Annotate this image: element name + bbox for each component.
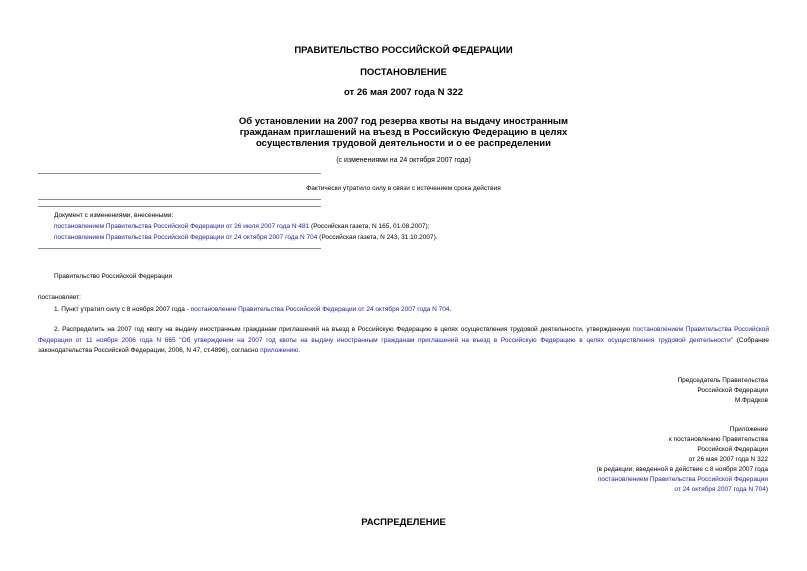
paragraph-2-text: 2. Распределить на 2007 год квоту на выдачу иностранным гражданам приглашений на въезд в Российскую Федерацию в целях осуществления трудовой деятельности, утвержденную <box>54 326 633 333</box>
amendment-note: (с изменениями на 24 октября 2007 года) <box>336 157 471 164</box>
signature-org: Российской Федерации <box>697 387 768 394</box>
change-item <box>54 234 438 241</box>
government-heading: ПРАВИТЕЛЬСТВО РОССИЙСКОЙ ФЕДЕРАЦИИ <box>294 45 513 56</box>
appendix-link[interactable]: постановлением Правительства Российской Федерации <box>597 476 768 483</box>
signature-name: М.Фрадков <box>734 397 768 404</box>
changes-intro: Документ с изменениями, внесенными: <box>54 212 174 219</box>
paragraph-2-link-appendix[interactable]: приложению <box>260 347 299 354</box>
paragraph-1-end: . <box>449 306 452 313</box>
decrees: постановляет: <box>38 294 81 301</box>
divider <box>38 206 321 207</box>
appendix-link-line <box>674 486 768 493</box>
paragraph-1-text: 1. Пункт утратил силу с 8 ноября 2007 года - <box>54 306 191 313</box>
signature-title: Председатель Правительства <box>677 377 768 384</box>
document-title-line-2: гражданам приглашений на въезд в Российскую Федерацию в целях <box>239 127 568 138</box>
author: Правительство Российской Федерации <box>54 273 173 280</box>
appendix-line: от 26 мая 2007 года N 322 <box>688 456 768 463</box>
change-source: (Российская газета, N 243, 31.10.2007). <box>317 234 438 241</box>
document-type: ПОСТАНОВЛЕНИЕ <box>360 67 447 78</box>
paragraph-1-link[interactable]: постановление Правительства Российской Федерации от 24 октября 2007 года N 704 <box>190 306 450 313</box>
appendix-close: ) <box>765 486 768 493</box>
change-item <box>54 223 429 230</box>
appendix-link[interactable]: от 24 октября 2007 года N 704 <box>674 486 766 493</box>
change-source: (Российская газета, N 165, 01.08.2007); <box>309 223 430 230</box>
appendix-line: (в редакции, введенной в действие с 8 ноября 2007 года <box>596 466 768 473</box>
appendix-label: Приложение <box>729 426 768 433</box>
paragraph-1 <box>54 306 451 313</box>
document-title-line-1: Об установлении на 2007 год резерва квоты на выдачу иностранным <box>238 116 569 127</box>
change-link[interactable]: постановлением Правительства Российской Федерации от 26 июля 2007 года N 481 <box>54 223 310 230</box>
section-title: РАСПРЕДЕЛЕНИЕ <box>361 517 446 528</box>
paragraph-2-link-decree[interactable]: постановлением Правительства Российской Федерации от 11 ноября 2006 года N 665 "Об утверждении на 2007 год квоты на выдачу иностранным гражданам приглашений на въезд в Российскую Федерацию в целях осуществления трудовой деятельности" <box>38 326 769 344</box>
status-note: Фактически утратило силу в связи с истечением срока действия <box>306 185 501 192</box>
divider <box>38 248 321 249</box>
divider <box>38 199 321 200</box>
appendix-line: Российской Федерации <box>697 446 768 453</box>
paragraph-2-end: . <box>298 347 301 354</box>
document-title-line-3: осуществления трудовой деятельности и о ее распределении <box>256 138 551 149</box>
appendix-line: к постановлению Правительства <box>668 436 768 443</box>
change-link[interactable]: постановлением Правительства Российской Федерации от 24 октября 2007 года N 704 <box>54 234 318 241</box>
document-date-number: от 26 мая 2007 года N 322 <box>343 87 464 98</box>
paragraph-2-middle: (Собрание законодательства Российской Федерации, 2006, N 47, ст.4896), согласно <box>38 336 769 354</box>
paragraph-2 <box>38 325 769 357</box>
divider <box>38 173 321 174</box>
